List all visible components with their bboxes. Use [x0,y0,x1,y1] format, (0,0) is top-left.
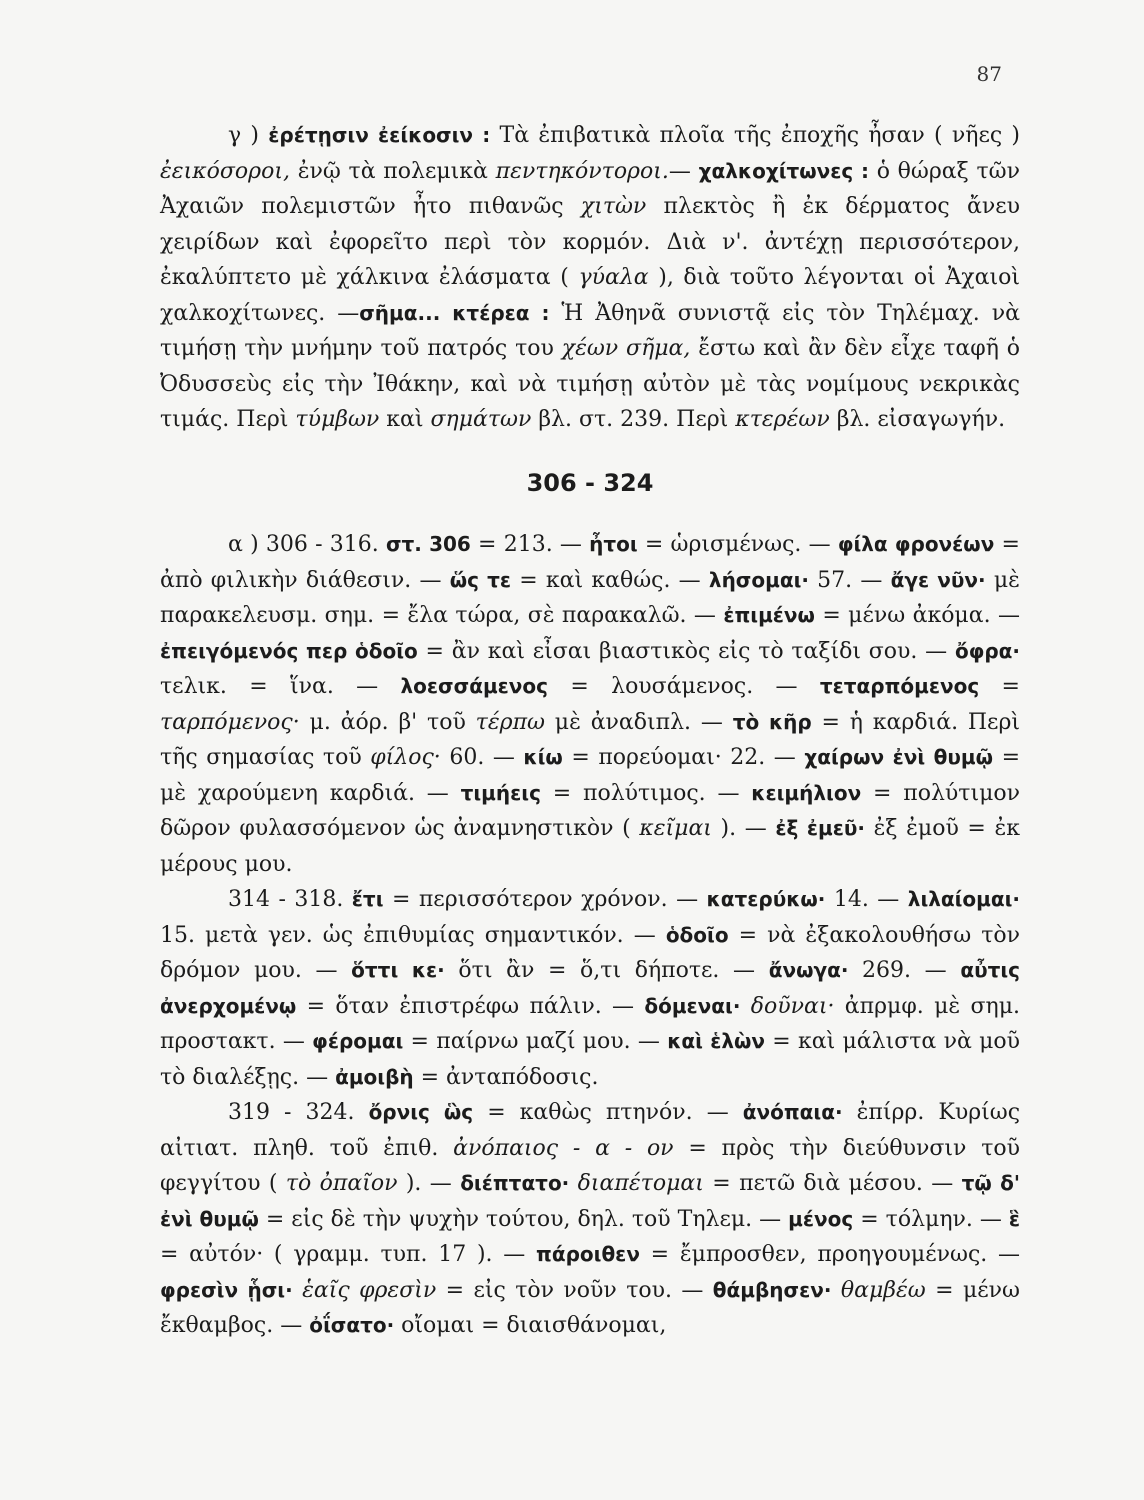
text-run: ἐνῷ τὰ πολεμικὰ [289,158,496,184]
lemma-term: αὖτις ἀνερχομένῳ [160,958,1020,1018]
italic-term: χέων σῆμα, [561,336,691,361]
text-run: = περισσότερον χρόνον. — [383,887,707,912]
lemma-term: διέπτατο· [460,1171,570,1195]
text-run: τελικ. = ἵνα. — [160,674,401,699]
lemma-term: ὀΐσατο· [309,1313,395,1337]
lemma-term: ὥς τε [449,567,512,592]
italic-term: γύαλα [578,265,649,290]
text-run: 15. μετὰ γεν. ὡς ἐπιθυμίας σημαντικόν. — [160,922,666,948]
text-run: = λουσάμενος. — [548,674,820,699]
text-run: Ἡ Ἀθηνᾶ συνιστᾷ εἰς τὸν Τηλέμαχ. νὰ τιμήσῃ τὴν μνήμην τοῦ πατρός του [160,300,1020,361]
text-run: μὲ ἀναδιπλ. — [544,709,733,735]
lemma-term: μένος [788,1206,854,1231]
text-run: = [979,674,1020,699]
text-run: = καθὼς πτηνόν. — [473,1100,743,1125]
lemma-term: ὅττι κε· [351,958,445,982]
text-run: = ἡ καρδιά. Περὶ τῆς σημασίας τοῦ [160,709,1021,770]
text-run: = πολύτιμος. — [540,780,752,806]
text-run: ὁ θώραξ τῶν Ἀχαιῶν πολεμιστῶν ἦτο πιθανῶς [160,158,1020,219]
text-run: βλ. στ. 239. Περὶ [531,407,736,432]
text-run: 269. — [848,958,961,983]
text-run: = μὲ χαρούμενη καρδιά. — [160,745,1021,806]
italic-term: πεντηκόντοροι. [495,158,669,184]
lemma-term: θάμβησεν· [712,1277,832,1302]
italic-term: τέρπω [475,709,545,735]
text-run: = ὅταν ἐπιστρέφω πάλιν. — [296,993,645,1019]
section-heading: 306 - 324 [526,468,654,497]
italic-term: σημάτων [430,407,532,432]
italic-term: κτερέων [735,407,830,432]
text-run: = νὰ ἐξακολουθήσω τὸν δρόμον μου. — [160,922,1020,983]
lemma-term: πάροιθεν [536,1242,640,1266]
lemma-term: κατερύκω· [706,887,826,911]
lemma-term: τῷ δ' ἐνὶ θυμῷ [160,1171,1020,1231]
lemma-term: ἦτοι [589,532,638,556]
lemma-term: ἓ [1008,1206,1021,1231]
lemma-term: ἀμοιβὴ [335,1064,414,1089]
text-run [831,1278,840,1303]
text-run: οἴομαι = διαισθάνομαι, [394,1313,667,1338]
italic-term: ταρπόμενος· [160,709,300,735]
lemma-term: ὁδοῖο [665,922,729,947]
text-run: ). — [397,1171,461,1196]
text-run: = 213. — [470,532,590,557]
text-run: = μένω ἔκθαμβος. — [160,1277,1020,1338]
text-run: = ὡρισμένως. — [637,532,838,557]
lemma-term: ἄγε νῦν· [890,567,986,592]
text-run: ), διὰ τοῦτο λέγονται οἱ Ἀχαιοὶ χαλκοχίτωνες. — [160,265,1020,326]
lemma-term: καὶ ἑλὼν [667,1029,765,1053]
text-run: = πολύτιμον δῶρον φυλασσόμενον ὡς ἀναμνηστικὸν ( [160,780,1021,841]
text-run: = καὶ μάλιστα νὰ μοῦ τὸ διαλέξῃς. — [160,1029,1020,1090]
lemma-term: ὄρνις ὣς [368,1100,474,1124]
text-run: = καὶ καθώς. — [511,567,709,593]
lemma-term: λήσομαι· [708,567,809,592]
lemma-term: ἐξ ἐμεῦ· [775,816,865,840]
lemma-term: τιμήεις [460,780,541,805]
paragraph-314-318 [160,882,1020,1095]
lemma-term: φέρομαι [312,1029,404,1053]
text-run: = μένω ἀκόμα. — [814,603,1020,628]
lemma-term: φρεσὶν ᾗσι· [160,1277,293,1302]
lemma-term: χαλκοχίτωνες : [698,158,869,183]
text-run: = εἰς τὸν νοῦν του. — [436,1277,713,1303]
text-run: βλ. εἰσαγωγήν. [829,407,1006,432]
text-run: ἀπρμφ. μὲ σημ. προστακτ. — [160,993,1020,1054]
paragraph-319-324 [160,1095,1020,1344]
page-body [160,118,1020,1344]
text-run: = ἂν καὶ εἶσαι βιαστικὸς εἰς τὸ ταξίδι σου. — [417,638,955,664]
paragraph-alpha [160,527,1020,882]
text-run: ). — [711,816,776,841]
text-run: μὲ παρακελευσμ. σημ. = ἔλα τώρα, σὲ παρακαλῶ. — [160,567,1020,628]
text-run: α ) 306 - 316. [228,532,386,557]
text-run: = πρὸς τὴν διεύθυνσιν τοῦ φεγγίτου ( [160,1135,1020,1196]
lemma-term: χαίρων ἐνὶ θυμῷ [804,745,994,769]
lemma-term: ἐπειγόμενός περ ὁδοῖο [160,638,418,663]
lemma-term: φίλα φρονέων [837,532,995,556]
lemma-term: σῆμα... κτέρεα : [359,300,550,325]
text-run: = ἀνταπόδοσις. [413,1064,599,1090]
text-run: πλεκτὸς ἢ ἐκ δέρματος ἄνευ χειρίδων καὶ ἐφορεῖτο περὶ τὸν κορμόν. Διὰ ν'. ἀντέχῃ περισσότερον, ἐκαλύπτετο μὲ χάλκινα ἐλάσματα ( [160,194,1020,290]
lemma-term: ἀνόπαια· [742,1100,843,1124]
text-run [740,994,750,1019]
text-run: ἔστω καὶ ἂν δὲν εἶχε ταφῆ ὁ Ὀδυσσεὺς εἰς τὴν Ἰθάκην, καὶ νὰ τιμήσῃ αὐτὸν μὲ τὰς νομίμους νεκρικὰς τιμάς. Περὶ [160,336,1020,432]
text-run: = πορεύομαι· 22. — [562,745,805,770]
italic-term: ἑαῖς φρεσὶν [302,1277,437,1303]
text-run: — [668,158,699,184]
text-run: = τόλμην. — [853,1206,1009,1232]
text-run: ἐπίρρ. Κυρίως αἰτιατ. πληθ. τοῦ ἐπιθ. [160,1100,1021,1161]
text-run: καὶ [379,407,431,432]
italic-term: διαπέτομαι [577,1171,704,1196]
italic-term: κεῖμαι [639,816,712,841]
lemma-term: ἔτι [351,887,384,911]
lemma-term: ὄφρα· [954,638,1020,663]
text-run: = εἰς δὲ τὴν ψυχὴν τούτου, δηλ. τοῦ Τηλεμ. — [258,1206,789,1232]
paragraph-gamma [160,118,1020,438]
text-run: 60. — [440,745,524,770]
lemma-term: λοεσσάμενος [400,674,549,698]
lemma-term: λιλαίομαι· [907,887,1021,911]
lemma-term: δόμεναι· [644,993,741,1018]
lemma-term: στ. 306 [385,532,471,556]
italic-term: δοῦναι· [750,993,835,1019]
lemma-term: ἄνωγα· [768,958,849,982]
lemma-term: τεταρπόμενος [819,674,980,698]
text-run: = ἀπὸ φιλικὴν διάθεσιν. — [160,532,1020,593]
text-run: = παίρνω μαζί μου. — [403,1029,668,1054]
italic-term: θαμβέω [840,1277,926,1303]
text-run: = ἔμπροσθεν, προηγουμένως. — [639,1242,1020,1267]
lemma-term: κίω [523,745,563,769]
text-run: 14. — [825,887,908,912]
text-run: = αὐτόν· ( γραμμ. τυπ. 17 ). — [160,1242,537,1267]
text-run: ἐξ ἐμοῦ = ἐκ μέρους μου. [160,816,1021,877]
italic-term: ἐεικόσοροι, [160,158,290,184]
page-number: 87 [976,62,1002,86]
text-run [569,1171,577,1196]
text-run: μ. ἀόρ. β' τοῦ [299,709,476,735]
lemma-term: κειμήλιον [751,780,862,805]
text-run: 314 - 318. [228,887,352,912]
italic-term: φίλος· [370,745,441,770]
text-run: 319 - 324. [228,1100,369,1125]
italic-term: τὸ ὀπαῖον [285,1171,398,1196]
text-run: Τὰ ἐπιβατικὰ πλοῖα τῆς ἐποχῆς ἦσαν ( νῆες ) [490,123,1021,148]
lemma-term: ἐρέτῃσιν ἐείκοσιν : [268,123,491,147]
lemma-term: τὸ κῆρ [732,709,812,734]
italic-term: χιτὼν [580,194,647,219]
italic-term: ἀνόπαιος - α - ον [453,1135,674,1161]
lemma-term: ἐπιμένω [723,603,815,627]
text-run: ὅτι ἂν = ὅ,τι δήποτε. — [444,958,769,983]
text-run: 57. — [808,567,891,593]
italic-term: τύμβων [295,407,380,432]
text-run [293,1278,302,1303]
text-run: γ ) [228,123,269,148]
text-run: = πετῶ διὰ μέσου. — [703,1171,962,1196]
